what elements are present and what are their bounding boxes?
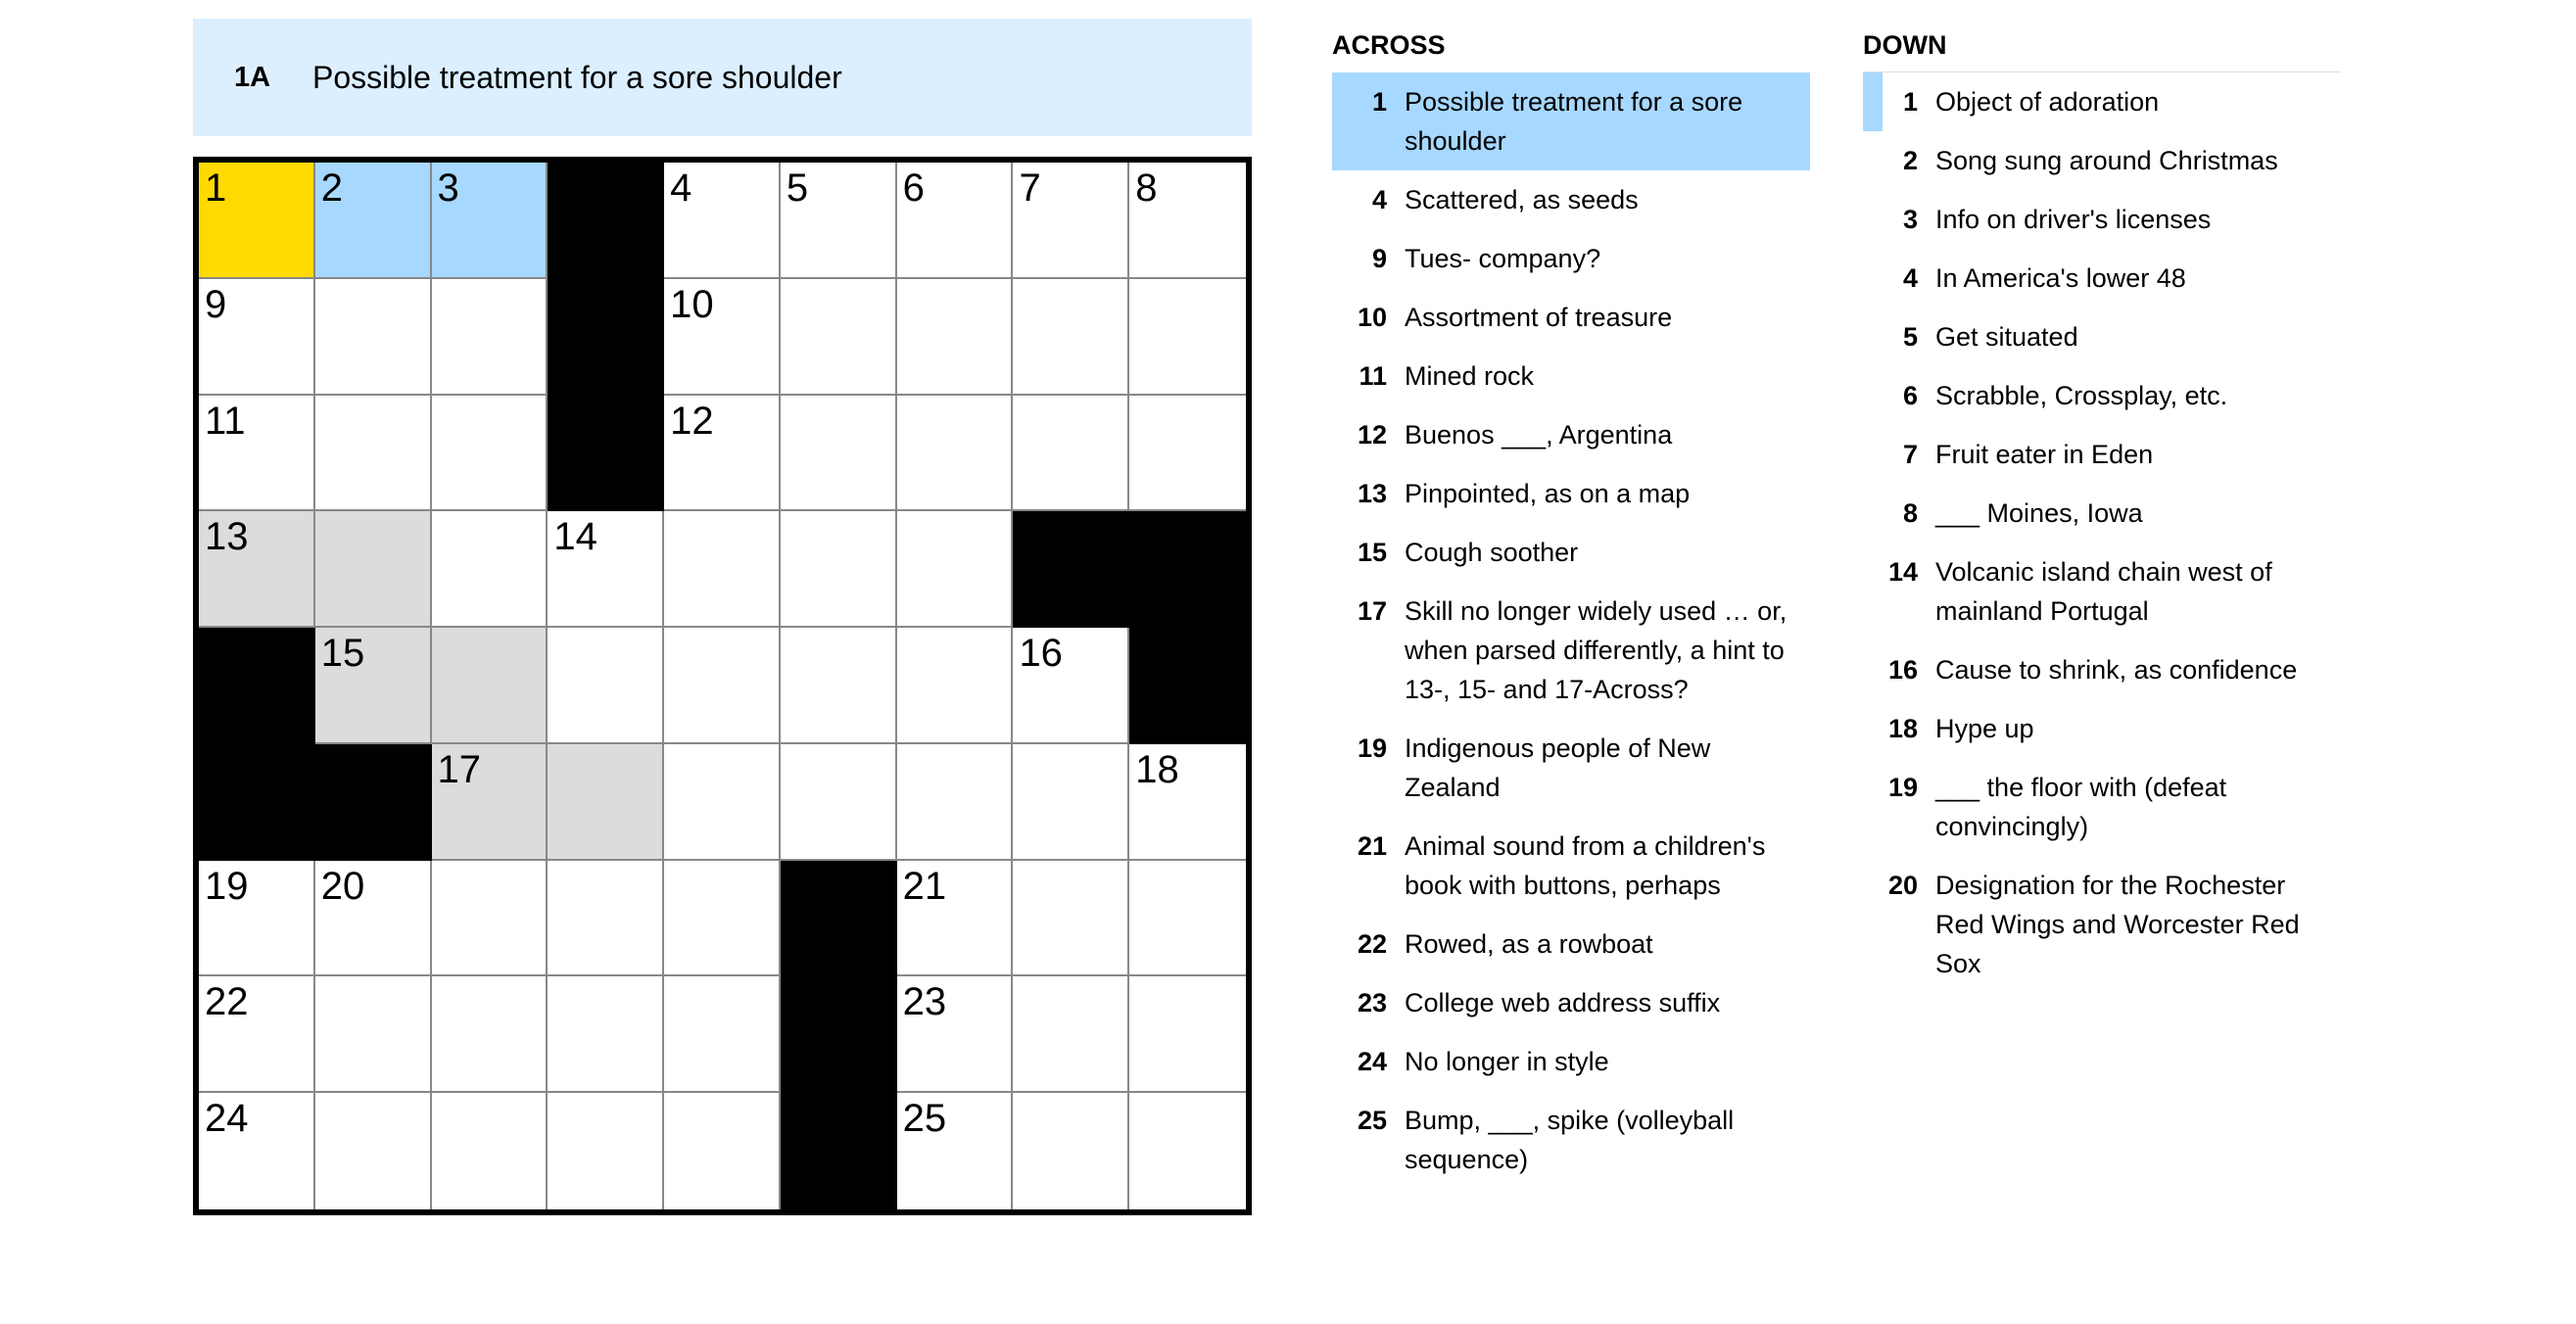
cell-number: 13: [205, 515, 249, 559]
across-clue-15[interactable]: [1332, 523, 1810, 582]
grid-cell[interactable]: [432, 861, 549, 977]
grid-block-cell: [315, 744, 432, 861]
cell-number: 25: [902, 1097, 947, 1141]
across-clue-12[interactable]: [1332, 405, 1810, 464]
grid-cell[interactable]: [781, 744, 897, 861]
down-clue-19[interactable]: [1863, 758, 2341, 856]
grid-cell[interactable]: [432, 163, 549, 279]
grid-cell[interactable]: [315, 976, 432, 1093]
cell-number: 15: [320, 632, 365, 676]
clue-text: College web address suffix: [1405, 988, 1721, 1017]
clue-number: 11: [1359, 361, 1387, 391]
down-clue-16[interactable]: [1863, 640, 2341, 699]
cell-number: 11: [205, 399, 246, 443]
grid-cell[interactable]: [1013, 628, 1129, 744]
current-clue-label: 1A: [234, 61, 271, 93]
clue-text: Object of adoration: [1935, 87, 2160, 117]
clue-number: 8: [1902, 498, 1918, 528]
grid-cell[interactable]: [199, 279, 315, 396]
clue-number: 18: [1887, 714, 1918, 743]
cell-number: 18: [1135, 747, 1179, 791]
grid-cell[interactable]: [548, 861, 664, 977]
grid-block-cell: [199, 744, 315, 861]
grid-cell[interactable]: [1129, 744, 1246, 861]
clue-number: 10: [1357, 303, 1387, 332]
grid-cell[interactable]: [199, 1093, 315, 1209]
grid-cell[interactable]: [199, 511, 315, 628]
down-clue-18[interactable]: [1863, 699, 2341, 758]
down-title: DOWN: [1863, 27, 2341, 72]
across-clue-25[interactable]: [1332, 1091, 1810, 1189]
cell-number: 8: [1135, 166, 1158, 210]
across-clue-1[interactable]: [1332, 72, 1810, 170]
grid-cell[interactable]: [1013, 861, 1129, 977]
grid-cell[interactable]: [315, 511, 432, 628]
clue-number: 19: [1357, 733, 1387, 763]
across-clue-list: [1332, 27, 1810, 1189]
cell-number: 6: [902, 166, 925, 210]
down-clue-14[interactable]: [1863, 543, 2341, 640]
clue-number: 22: [1357, 929, 1387, 959]
current-clue-bar: [193, 19, 1252, 136]
grid-cell[interactable]: [781, 628, 897, 744]
across-clue-10[interactable]: [1332, 288, 1810, 347]
clue-number: 1: [1902, 87, 1918, 117]
grid-cell[interactable]: [781, 279, 897, 396]
grid-cell[interactable]: [1013, 279, 1129, 396]
grid-cell-selected[interactable]: [199, 163, 315, 279]
cell-number: 16: [1019, 632, 1063, 676]
clue-text: In America's lower 48: [1935, 263, 2186, 293]
clue-text: Cough soother: [1405, 538, 1579, 567]
grid-cell[interactable]: [548, 628, 664, 744]
cell-number: 23: [902, 980, 947, 1024]
clue-number: 17: [1357, 596, 1387, 626]
clue-text: Indigenous people of New Zealand: [1405, 733, 1711, 802]
grid-cell[interactable]: [664, 1093, 781, 1209]
clue-text: Fruit eater in Eden: [1935, 440, 2154, 469]
grid-cell[interactable]: [664, 511, 781, 628]
cell-number: 7: [1019, 166, 1041, 210]
cell-number: 19: [205, 864, 249, 908]
clue-number: 12: [1357, 420, 1387, 449]
clue-number: 3: [1902, 205, 1918, 234]
across-clue-23[interactable]: [1332, 973, 1810, 1032]
grid-block-cell: [1013, 511, 1129, 628]
grid-block-cell: [199, 628, 315, 744]
grid-cell[interactable]: [897, 1093, 1014, 1209]
cell-number: 22: [205, 980, 249, 1024]
clue-number: 13: [1357, 479, 1387, 508]
grid-cell[interactable]: [897, 744, 1014, 861]
grid-cell[interactable]: [199, 976, 315, 1093]
across-clue-21[interactable]: [1332, 817, 1810, 915]
across-clue-17[interactable]: [1332, 582, 1810, 719]
grid-cell[interactable]: [315, 163, 432, 279]
clue-text: Animal sound from a children's book with buttons, perhaps: [1405, 831, 1766, 900]
down-clue-7[interactable]: [1863, 425, 2341, 484]
grid-cell[interactable]: [432, 279, 549, 396]
grid-block-cell: [548, 163, 664, 279]
across-clues: [1332, 72, 1810, 1189]
grid-cell[interactable]: [432, 1093, 549, 1209]
clue-number: 1: [1371, 87, 1387, 117]
cell-number: 3: [437, 166, 459, 210]
clue-text: ___ the floor with (defeat convincingly): [1935, 773, 2227, 841]
grid-cell[interactable]: [1013, 163, 1129, 279]
grid-cell[interactable]: [1129, 861, 1246, 977]
cell-number: 1: [205, 166, 227, 210]
clue-number: 6: [1902, 381, 1918, 410]
cell-number: 12: [670, 399, 714, 443]
clue-text: Assortment of treasure: [1405, 303, 1673, 332]
across-title: ACROSS: [1332, 30, 1446, 60]
grid-cell[interactable]: [897, 861, 1014, 977]
grid-cell[interactable]: [664, 628, 781, 744]
cell-number: 4: [670, 166, 692, 210]
grid-cell[interactable]: [781, 511, 897, 628]
clue-text: Song sung around Christmas: [1935, 146, 2278, 175]
clue-text: Info on driver's licenses: [1935, 205, 2212, 234]
grid-cell[interactable]: [432, 511, 549, 628]
cell-number: 17: [437, 747, 482, 791]
clue-text: Volcanic island chain west of mainland Portugal: [1935, 557, 2272, 626]
cell-number: 5: [786, 166, 809, 210]
grid-cell[interactable]: [1013, 396, 1129, 512]
grid-cell[interactable]: [664, 279, 781, 396]
grid-block-cell: [781, 861, 897, 977]
down-clues: [1863, 72, 2341, 993]
clue-number: 4: [1902, 263, 1918, 293]
across-clue-4[interactable]: [1332, 170, 1810, 229]
grid-cell[interactable]: [548, 511, 664, 628]
down-clue-3[interactable]: [1863, 190, 2341, 249]
grid-cell[interactable]: [897, 511, 1014, 628]
grid-cell[interactable]: [1013, 976, 1129, 1093]
grid-cell[interactable]: [1013, 1093, 1129, 1209]
clue-number: 25: [1357, 1106, 1387, 1135]
clue-number: 5: [1902, 322, 1918, 352]
clue-number: 16: [1887, 655, 1918, 685]
clue-text: Mined rock: [1405, 361, 1535, 391]
clue-text: Buenos ___, Argentina: [1405, 420, 1673, 449]
grid-cell[interactable]: [432, 744, 549, 861]
grid-cell[interactable]: [897, 279, 1014, 396]
clue-number: 9: [1371, 244, 1387, 273]
grid-cell[interactable]: [1129, 976, 1246, 1093]
cell-number: 10: [670, 282, 714, 326]
grid-block-cell: [548, 279, 664, 396]
cell-number: 2: [320, 166, 344, 210]
down-clue-2[interactable]: [1863, 131, 2341, 190]
cell-number: 21: [902, 864, 947, 908]
grid-cell[interactable]: [548, 976, 664, 1093]
grid-cell[interactable]: [897, 163, 1014, 279]
clue-number: 14: [1887, 557, 1918, 587]
grid-block-cell: [1129, 628, 1246, 744]
down-clue-4[interactable]: [1863, 249, 2341, 307]
grid-cell[interactable]: [315, 396, 432, 512]
grid-cell[interactable]: [432, 628, 549, 744]
grid-cell[interactable]: [664, 396, 781, 512]
clue-number: 24: [1357, 1047, 1387, 1076]
grid-cell[interactable]: [664, 861, 781, 977]
clue-text: Scrabble, Crossplay, etc.: [1935, 381, 2228, 410]
across-clue-13[interactable]: [1332, 464, 1810, 523]
grid-block-cell: [1129, 511, 1246, 628]
across-clue-11[interactable]: [1332, 347, 1810, 405]
down-clue-8[interactable]: [1863, 484, 2341, 543]
across-clue-19[interactable]: [1332, 719, 1810, 817]
clue-text: Designation for the Rochester Red Wings and Worcester Red Sox: [1935, 871, 2300, 978]
clue-text: Rowed, as a rowboat: [1405, 929, 1653, 959]
clue-number: 4: [1371, 185, 1387, 214]
grid-cell[interactable]: [432, 976, 549, 1093]
grid-cell[interactable]: [432, 396, 549, 512]
current-clue-text: Possible treatment for a sore shoulder: [312, 59, 842, 95]
down-clue-1[interactable]: [1863, 72, 2341, 131]
cell-number: 24: [205, 1097, 249, 1141]
clue-number: 21: [1357, 831, 1387, 861]
clue-text: Scattered, as seeds: [1405, 185, 1639, 214]
grid-cell[interactable]: [897, 976, 1014, 1093]
grid-cell[interactable]: [781, 163, 897, 279]
across-clue-22[interactable]: [1332, 915, 1810, 973]
grid-cell[interactable]: [1129, 396, 1246, 512]
grid-cell[interactable]: [897, 628, 1014, 744]
grid-cell[interactable]: [315, 279, 432, 396]
clue-text: Tues- company?: [1405, 244, 1601, 273]
grid-cell[interactable]: [548, 744, 664, 861]
grid-cell[interactable]: [199, 396, 315, 512]
cell-number: 9: [205, 282, 227, 326]
cell-number: 14: [553, 515, 597, 559]
cell-number: 20: [320, 864, 365, 908]
grid-cell[interactable]: [315, 1093, 432, 1209]
clue-text: Skill no longer widely used … or, when parsed differently, a hint to 13-, 15- and 17-Across?: [1405, 596, 1788, 704]
grid-block-cell: [781, 976, 897, 1093]
grid-cell[interactable]: [664, 976, 781, 1093]
clue-number: 19: [1887, 773, 1918, 802]
grid-cell[interactable]: [548, 1093, 664, 1209]
grid-cell[interactable]: [1129, 163, 1246, 279]
clue-text: Pinpointed, as on a map: [1405, 479, 1691, 508]
clue-text: ___ Moines, Iowa: [1935, 498, 2143, 528]
grid-block-cell: [548, 396, 664, 512]
grid-cell[interactable]: [781, 396, 897, 512]
grid-cell[interactable]: [897, 396, 1014, 512]
grid-cell[interactable]: [199, 861, 315, 977]
clue-number: 23: [1357, 988, 1387, 1017]
clue-number: 20: [1887, 871, 1918, 900]
clue-text: Cause to shrink, as confidence: [1935, 655, 2298, 685]
clue-text: Hype up: [1935, 714, 2034, 743]
down-clue-20[interactable]: [1863, 856, 2341, 993]
down-clue-list: [1863, 27, 2341, 993]
clue-text: No longer in style: [1405, 1047, 1609, 1076]
grid-cell[interactable]: [664, 744, 781, 861]
grid-cell[interactable]: [1129, 279, 1246, 396]
grid-cell[interactable]: [315, 861, 432, 977]
grid-cell[interactable]: [1013, 744, 1129, 861]
clue-number: 15: [1357, 538, 1387, 567]
crossword-grid[interactable]: [193, 157, 1252, 1215]
grid-cell[interactable]: [1129, 1093, 1246, 1209]
clue-number: 2: [1902, 146, 1918, 175]
clue-number: 7: [1902, 440, 1918, 469]
grid-cell[interactable]: [315, 628, 432, 744]
across-clue-9[interactable]: [1332, 229, 1810, 288]
across-clue-24[interactable]: [1332, 1032, 1810, 1091]
grid-cell[interactable]: [664, 163, 781, 279]
down-clue-6[interactable]: [1863, 366, 2341, 425]
clue-text: Possible treatment for a sore shoulder: [1405, 87, 1743, 156]
grid-block-cell: [781, 1093, 897, 1209]
down-clue-5[interactable]: [1863, 307, 2341, 366]
clue-text: Bump, ___, spike (volleyball sequence): [1405, 1106, 1735, 1174]
clue-text: Get situated: [1935, 322, 2078, 352]
